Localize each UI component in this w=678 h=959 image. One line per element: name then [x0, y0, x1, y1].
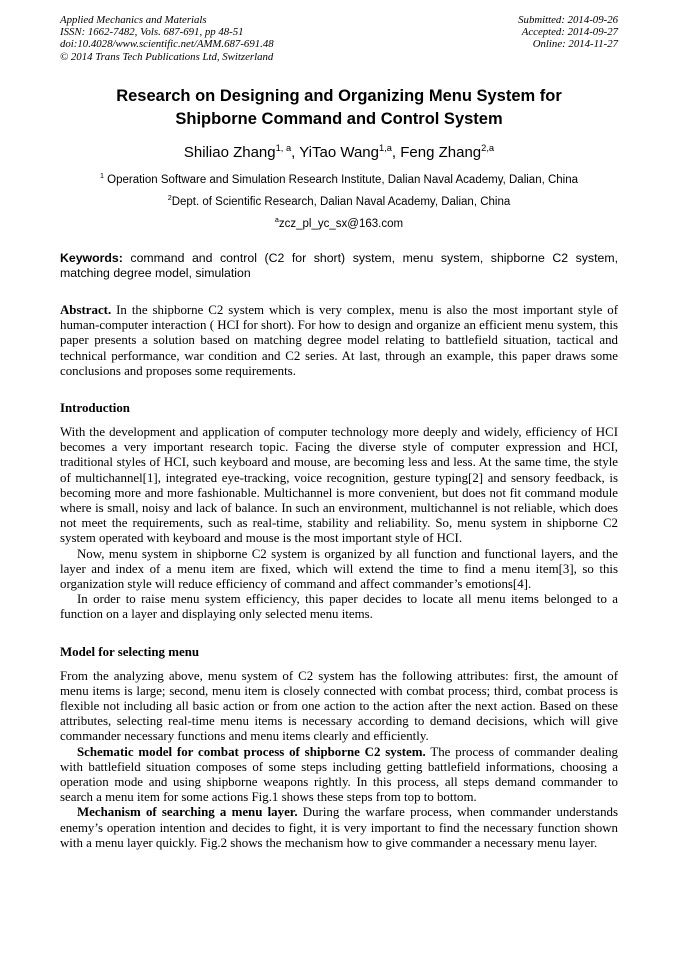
keywords-label: Keywords: — [60, 250, 123, 265]
author-separator: , — [291, 143, 300, 161]
abstract-label: Abstract. — [60, 303, 112, 317]
online-date: Online: 2014-11-27 — [532, 38, 618, 51]
author-2 — [299, 144, 400, 161]
section-heading-model-for-selecting-menu: Model for selecting menu — [60, 644, 200, 659]
affiliation-1 — [60, 171, 618, 187]
accepted-date: Accepted: 2014-09-27 — [521, 26, 618, 39]
paper-title: Research on Designing and Organizing Menu System for Shipborne Command and Control System — [116, 86, 562, 128]
journal-info — [60, 14, 274, 63]
journal-issn-vols: ISSN: 1662-7482, Vols. 687-691, pp 48-51 — [60, 26, 244, 39]
email-text: zcz_pl_yc_sx@163.com — [278, 217, 404, 230]
abstract-text: In the shipborne C2 system which is very complex, menu is also the most important style of human-computer interaction ( HCI for short). For how to design and organize an efficient menu system, this paper presents a solution based on matching degree model relating to battlefield situation, tactical and technical performance, war condition and C2 series. At last, through an example, this paper draws some conclusions and proposes some requirements. — [60, 303, 618, 378]
affiliation-text: Dept. of Scientific Research, Dalian Naval Academy, Dalian, China — [171, 195, 511, 208]
author-separator: , — [391, 143, 401, 161]
author-3 — [400, 144, 494, 161]
section-heading-introduction: Introduction — [60, 401, 130, 416]
publication-header — [60, 14, 618, 63]
author-superscript: 1, a — [275, 142, 292, 153]
author-name: Shiliao Zhang — [183, 143, 276, 161]
paragraph-lead: Schematic model for combat process of shipborne C2 system. — [77, 744, 426, 759]
paragraph: With the development and application of computer technology more deeply and widely, efficiency of HCI becomes a very important research topic. Facing the diverse style of computer expression and HCI, traditional styles of HCI, such keyboard and mouse, are becoming less and less. At the same time, the style of multichannel[1], integrated eye-tracking, voice recognition, gesture typing[2] and sensory feedback, is becoming more and more fashionable. Multichannel is more convenient, but does not fit command module where is small, noisy and lack of balance. In such an environment, multichannel is not reliable, which does not meet the requirements, such as real-time, stability and reliability. So, menu system in shipborne C2 system operated with keyboard and mouse is the most important style of HCI. — [60, 425, 618, 546]
author-name: YiTao Wang — [299, 143, 379, 161]
paragraph — [60, 805, 618, 851]
journal-name: Applied Mechanics and Materials — [60, 14, 207, 26]
author-superscript: 2,a — [481, 142, 495, 153]
submission-dates — [518, 14, 618, 63]
journal-doi: doi:10.4028/www.scientific.net/AMM.687-691.48 — [60, 38, 274, 51]
email-superscript: a — [274, 215, 279, 224]
author-superscript: 1,a — [378, 142, 392, 153]
journal-copyright: © 2014 Trans Tech Publications Ltd, Switzerland — [60, 50, 274, 63]
affiliation-superscript: 1 — [99, 171, 104, 180]
author-name: Feng Zhang — [400, 143, 482, 161]
paragraph-text: During the warfare process, when commander understands enemy’s operation intention and decides to fight, it is very important to find the necessary function shown with a menu layer quickly. Fig.2 shows the mechanism how to give commander a necessary menu layer. — [60, 805, 618, 850]
affiliation-text: Operation Software and Simulation Research Institute, Dalian Naval Academy, Dalian, China — [103, 173, 579, 186]
paragraph — [60, 745, 618, 806]
paragraph-text: The process of commander dealing with battlefield situation composes of some steps including getting battlefield informations, choosing a operation mode and using shipborne weapons rightly. In this process, all steps demand commander to search a menu item for some actions Fig.1 shows these steps from top to bottom. — [60, 744, 618, 805]
authors-line — [60, 143, 618, 162]
email-line — [60, 215, 618, 231]
paragraph: Now, menu system in shipborne C2 system is organized by all function and functional layers, and the layer and index of a menu item are fixed, which will extend the time to find a menu item[3], so this organization style will reduce efficiency of command and affect commander’s emotions[4]. — [60, 546, 618, 592]
author-1 — [184, 144, 299, 161]
paragraph: From the analyzing above, menu system of C2 system has the following attributes: first, the amount of menu items is large; second, menu item is closely connected with combat process; third, combat process is flexible not including all basic action or from one action to the action after the next action. Based on these attributes, selecting real-time menu items is necessary according to demand decisions, which will give commander necessary functions and menu items clearly and efficiently. — [60, 668, 618, 744]
abstract-paragraph — [60, 303, 618, 379]
paragraph: In order to raise menu system efficiency, this paper decides to locate all menu items belonged to a function on a layer and displaying only selected menu items. — [60, 592, 618, 622]
keywords-text: command and control (C2 for short) system, menu system, shipborne C2 system, matching degree model, simulation — [60, 250, 618, 281]
paragraph-lead: Mechanism of searching a menu layer. — [77, 805, 298, 820]
keywords-paragraph — [60, 251, 618, 282]
affiliation-2 — [60, 193, 618, 209]
submitted-date: Submitted: 2014-09-26 — [518, 14, 618, 26]
affiliation-superscript: 2 — [167, 193, 172, 202]
